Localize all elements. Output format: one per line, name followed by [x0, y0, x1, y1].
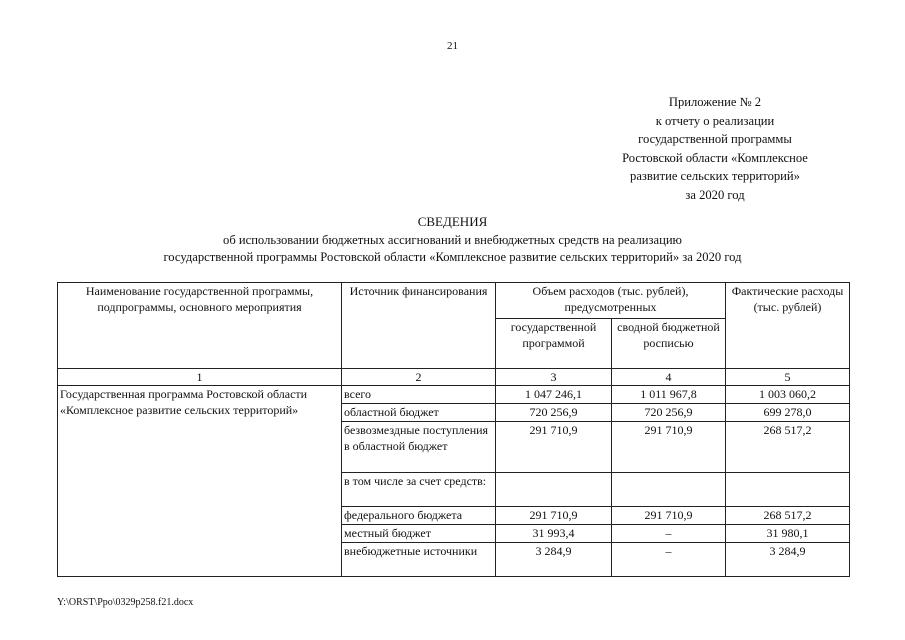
header-gov-program: государственной программой: [496, 319, 612, 369]
report-table: [57, 282, 850, 577]
planned-cell: 720 256,9: [496, 404, 612, 422]
column-number: 4: [612, 369, 726, 386]
file-path-footer: Y:\ORST\Ppo\0329p258.f21.docx: [57, 597, 194, 608]
appendix-line: Ростовской области «Комплексное: [622, 150, 808, 165]
source-cell: федерального бюджета: [342, 507, 496, 525]
appendix-line: Приложение № 2: [668, 95, 762, 109]
source-cell: областной бюджет: [342, 404, 496, 422]
source-cell: в том числе за счет средств:: [342, 473, 496, 507]
planned-cell: 31 993,4: [496, 525, 612, 543]
header-actual: Фактические расходы (тыс. рублей): [726, 283, 850, 369]
planned-cell: 3 284,9: [496, 543, 612, 577]
document-subtitle: [0, 232, 905, 266]
document-title: СВЕДЕНИЯ: [417, 214, 488, 229]
actual-cell: 3 284,9: [726, 543, 850, 577]
budget-cell: 1 011 967,8: [612, 386, 726, 404]
source-cell: внебюджетные источники: [342, 543, 496, 577]
actual-cell: 268 517,2: [726, 422, 850, 473]
appendix-line: к отчету о реализации: [655, 113, 775, 128]
budget-cell: –: [612, 543, 726, 577]
planned-cell: 291 710,9: [496, 507, 612, 525]
actual-cell: [726, 473, 850, 507]
subtitle-line: государственной программы Ростовской области «Комплексное развитие сельских территорий» за 2020 год: [163, 250, 742, 264]
appendix-caption: [570, 93, 860, 204]
planned-cell: 291 710,9: [496, 422, 612, 473]
header-name: Наименование государственной программы, подпрограммы, основного мероприятия: [58, 283, 342, 369]
actual-cell: 268 517,2: [726, 507, 850, 525]
actual-cell: 699 278,0: [726, 404, 850, 422]
column-number: 1: [58, 369, 342, 386]
appendix-line: за 2020 год: [685, 187, 745, 202]
planned-cell: 1 047 246,1: [496, 386, 612, 404]
header-volume: Объем расходов (тыс. рублей), предусмотренных: [496, 283, 726, 319]
appendix-line: развитие сельских территорий»: [630, 169, 800, 183]
actual-cell: 1 003 060,2: [726, 386, 850, 404]
planned-cell: [496, 473, 612, 507]
source-cell: безвозмездные поступления в областной бюджет: [342, 422, 496, 473]
header-budget-list: сводной бюджетной росписью: [612, 319, 726, 369]
actual-cell: 31 980,1: [726, 525, 850, 543]
budget-cell: –: [612, 525, 726, 543]
budget-cell: 720 256,9: [612, 404, 726, 422]
table-row: [58, 386, 850, 404]
appendix-line: государственной программы: [638, 132, 792, 146]
column-number: 2: [342, 369, 496, 386]
subtitle-line: об использовании бюджетных ассигнований и внебюджетных средств на реализацию: [223, 233, 682, 247]
source-cell: местный бюджет: [342, 525, 496, 543]
budget-cell: [612, 473, 726, 507]
page-number: 21: [447, 40, 458, 52]
program-name: Государственная программа Ростовской области «Комплексное развитие сельских территорий»: [58, 386, 342, 577]
header-source: Источник финансирования: [342, 283, 496, 369]
budget-cell: 291 710,9: [612, 422, 726, 473]
budget-cell: 291 710,9: [612, 507, 726, 525]
source-cell: всего: [342, 386, 496, 404]
column-number: 3: [496, 369, 612, 386]
column-number: 5: [726, 369, 850, 386]
